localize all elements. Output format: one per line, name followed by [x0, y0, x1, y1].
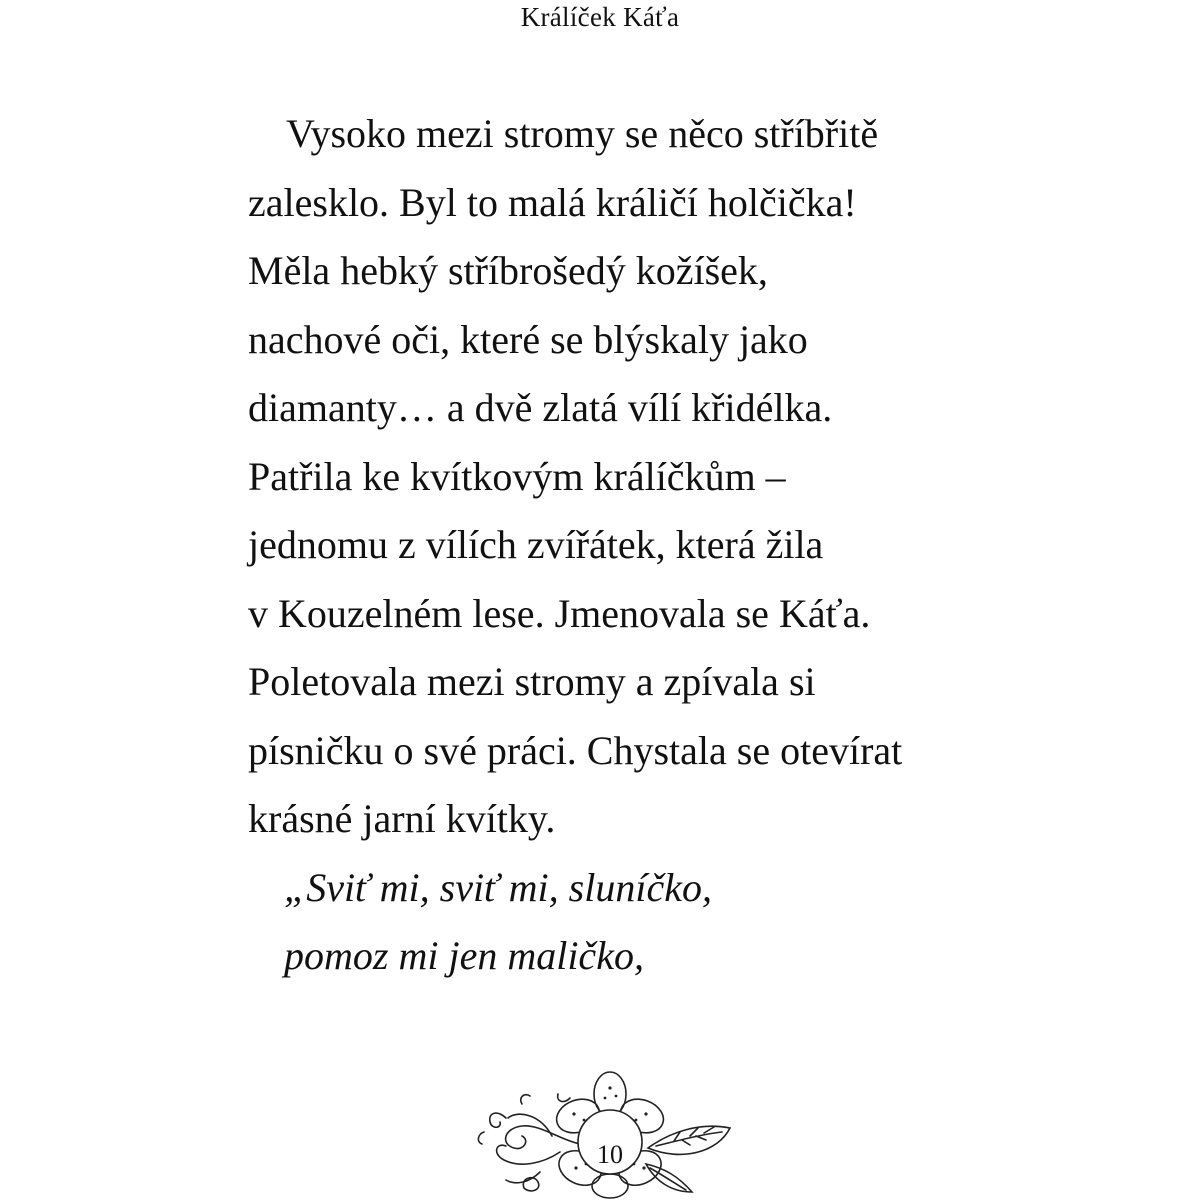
text-line: Měla hebký stříbrošedý kožíšek, — [248, 248, 768, 293]
text-line: jednomu z vílích zvířátek, která žila — [248, 522, 824, 567]
verse-line: „Sviť mi, sviť mi, sluníčko, — [284, 864, 712, 910]
text-line: krásné jarní kvítky. — [248, 796, 556, 841]
verse-line: pomoz mi jen maličko, — [284, 933, 644, 978]
running-title: Králíček Káťa — [520, 2, 680, 32]
flower-vine-ornament-icon — [460, 1052, 760, 1200]
text-line: Patřila ke kvítkovým králíčkům – — [248, 453, 786, 499]
page-number: 10 — [597, 1140, 623, 1169]
text-line: nachové oči, které se blýskaly jako — [248, 316, 808, 362]
text-line: diamanty… a dvě zlatá vílí křidélka. — [248, 385, 833, 430]
text-line: Vysoko mezi stromy se něco stříbřitě — [286, 111, 879, 156]
text-line: v Kouzelném lese. Jmenovala se Káťa. — [248, 590, 871, 636]
text-line: zalesklo. Byl to malá králičí holčička! — [248, 179, 857, 225]
text-line: písničku o své práci. Chystala se otevírat — [248, 727, 903, 773]
text-line: Poletovala mezi stromy a zpívala si — [248, 659, 816, 704]
page-body — [248, 100, 1148, 991]
